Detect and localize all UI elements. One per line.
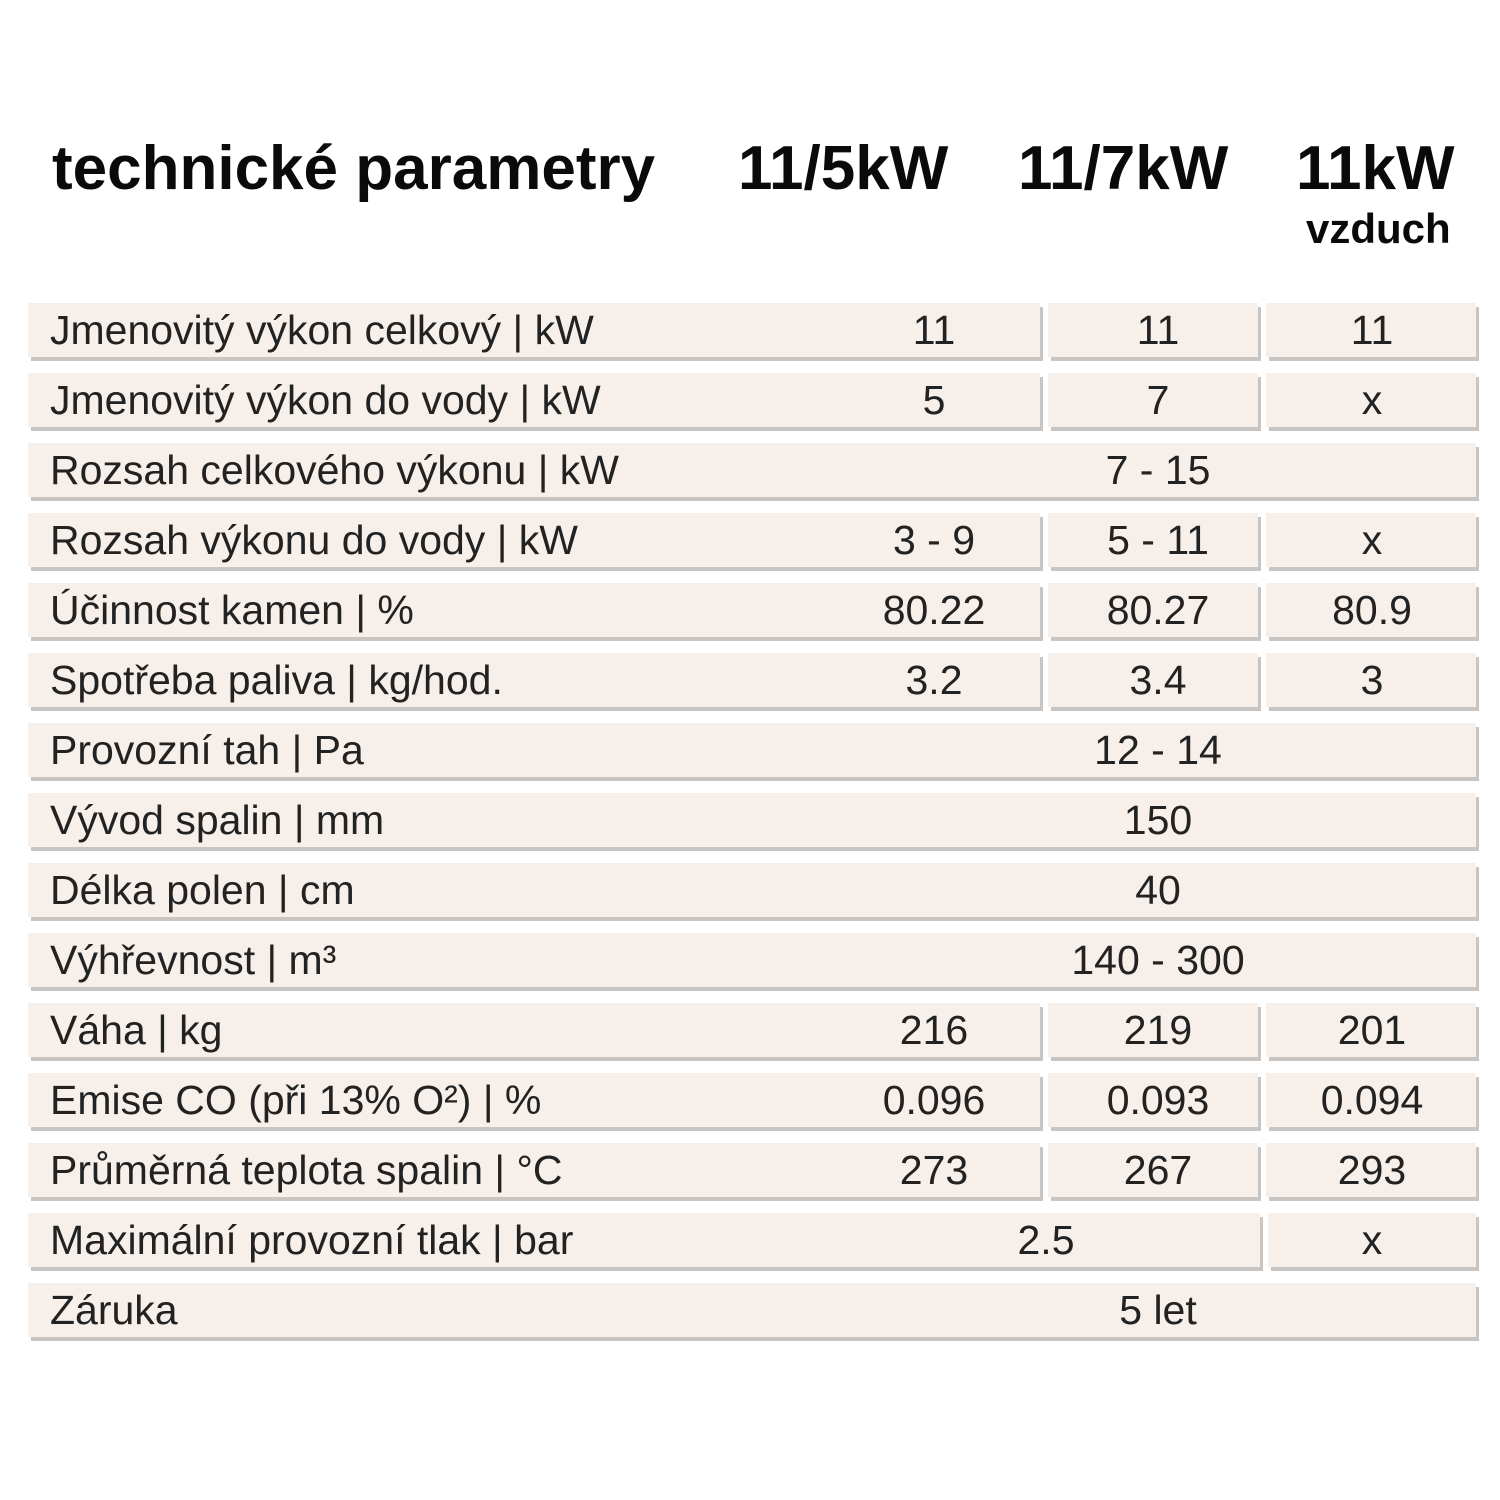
- row-value: 150: [1123, 797, 1193, 843]
- row-value: 5: [922, 377, 946, 423]
- row-value: 0.096: [882, 1077, 986, 1123]
- row-value: x: [1361, 1217, 1383, 1263]
- row-label: Rozsah výkonu do vody | kW: [50, 517, 578, 563]
- row-value: 11: [912, 307, 956, 353]
- column-header-11-5kw: 11/5kW: [738, 134, 949, 203]
- table-row: [28, 373, 1480, 431]
- table-row: [28, 1283, 1480, 1341]
- table-row: [28, 1213, 1480, 1271]
- row-label: Záruka: [50, 1287, 178, 1333]
- table-row: [28, 723, 1480, 781]
- row-value: 11: [1136, 307, 1180, 353]
- row-value: 0.093: [1106, 1077, 1210, 1123]
- table-row: [28, 583, 1480, 641]
- row-label: Rozsah celkového výkonu | kW: [50, 447, 619, 493]
- row-label: Spotřeba paliva | kg/hod.: [50, 657, 503, 703]
- table-row: [28, 863, 1480, 921]
- column-subheader-vzduch: vzduch: [1306, 205, 1451, 252]
- row-label: Účinnost kamen | %: [50, 587, 414, 633]
- table-row: [28, 1003, 1480, 1061]
- row-value: 80.9: [1332, 587, 1412, 633]
- row-value: 3: [1360, 657, 1384, 703]
- row-value: 2.5: [1017, 1217, 1075, 1263]
- table-row: [28, 653, 1480, 711]
- row-value: 12 - 14: [1094, 727, 1222, 773]
- row-value: 140 - 300: [1071, 937, 1245, 983]
- row-value: 216: [899, 1007, 969, 1053]
- row-value: 3.4: [1129, 657, 1187, 703]
- row-label: Jmenovitý výkon do vody | kW: [50, 377, 601, 423]
- row-value: 7: [1146, 377, 1170, 423]
- row-label: Provozní tah | Pa: [50, 727, 364, 773]
- row-value: 3.2: [905, 657, 963, 703]
- table-row: [28, 793, 1480, 851]
- row-value: 80.27: [1106, 587, 1210, 633]
- row-label: Výhřevnost | m³: [50, 937, 337, 983]
- column-header-11kw: 11kW: [1296, 134, 1455, 203]
- table-row: [28, 933, 1480, 991]
- table-title: technické parametry: [52, 134, 656, 203]
- row-label: Emise CO (při 13% O²) | %: [50, 1077, 542, 1123]
- column-header-11-7kw: 11/7kW: [1018, 134, 1229, 203]
- row-value: 219: [1123, 1007, 1193, 1053]
- row-label: Průměrná teplota spalin | °C: [50, 1147, 563, 1193]
- row-value: 293: [1337, 1147, 1407, 1193]
- row-value: 5 let: [1119, 1287, 1197, 1333]
- table-cell-background: [28, 1283, 1476, 1337]
- row-label: Jmenovitý výkon celkový | kW: [50, 307, 594, 353]
- row-label: Délka polen | cm: [50, 867, 355, 913]
- row-value: 5 - 11: [1107, 517, 1209, 563]
- row-value: 7 - 15: [1105, 447, 1211, 493]
- row-value: x: [1361, 517, 1383, 563]
- row-value: 267: [1123, 1147, 1193, 1193]
- table-row: [28, 303, 1480, 361]
- row-value: 3 - 9: [892, 517, 976, 563]
- table-row: [28, 1073, 1480, 1131]
- table-row: [28, 1143, 1480, 1201]
- row-value: 11: [1350, 307, 1394, 353]
- row-value: 201: [1337, 1007, 1407, 1053]
- table-row: [28, 513, 1480, 571]
- row-label: Maximální provozní tlak | bar: [50, 1217, 574, 1263]
- row-label: Vývod spalin | mm: [50, 797, 385, 843]
- row-value: 273: [899, 1147, 969, 1193]
- row-value: 0.094: [1320, 1077, 1424, 1123]
- row-label: Váha | kg: [50, 1007, 223, 1053]
- row-value: 40: [1135, 867, 1181, 913]
- row-value: x: [1361, 377, 1383, 423]
- row-value: 80.22: [882, 587, 986, 633]
- table-row: [28, 443, 1480, 501]
